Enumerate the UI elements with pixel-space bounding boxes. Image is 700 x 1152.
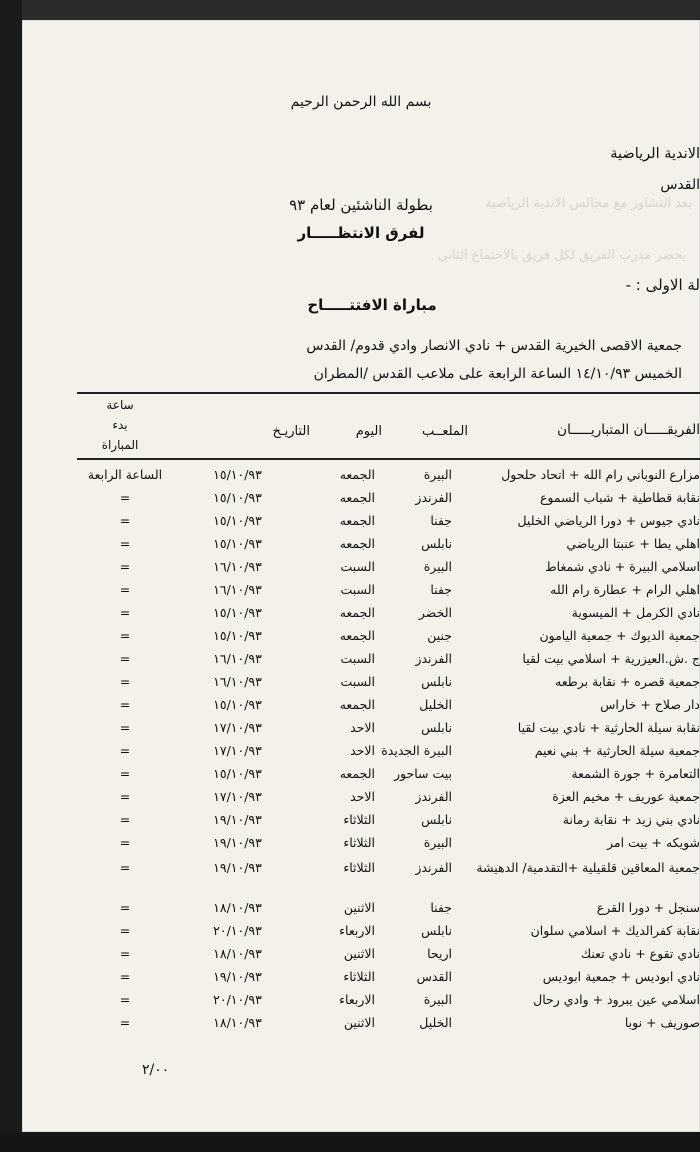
time-cell: = bbox=[119, 513, 131, 528]
match-cell: نقابة كفرالديك + اسلامي سلوان bbox=[530, 923, 700, 938]
table-row bbox=[22, 992, 700, 1014]
venue-cell: البيرة bbox=[423, 992, 452, 1007]
date-cell: ١٦/١٠/٩٣ bbox=[213, 582, 262, 597]
time-cell: = bbox=[119, 559, 131, 574]
day-cell: الجمعه bbox=[339, 490, 375, 505]
time-cell: = bbox=[119, 628, 131, 643]
basmala: بسم الله الرحمن الرحيم bbox=[290, 94, 432, 110]
table-row bbox=[22, 559, 700, 581]
date-cell: ١٥/١٠/٩٣ bbox=[213, 605, 262, 620]
date-cell: ١٧/١٠/٩٣ bbox=[213, 743, 262, 758]
day-cell: الاربعاء bbox=[339, 923, 375, 938]
match-cell: اهلي الرام + عطارة رام الله bbox=[550, 582, 700, 597]
city: القدس bbox=[660, 177, 700, 193]
match-cell: جمعية المعاقين قلقيلية +التقدمية/ الدهيشة bbox=[476, 860, 700, 875]
time-cell: = bbox=[119, 720, 131, 735]
date-cell: ١٨/١٠/٩٣ bbox=[213, 1015, 262, 1030]
table-row bbox=[22, 467, 700, 489]
match-cell: اهلي يطا + عنبتا الرياضي bbox=[566, 536, 700, 551]
opening-match-title: مباراة الافتتـــــاح bbox=[307, 296, 437, 314]
venue-cell: القدس bbox=[416, 969, 452, 984]
page-number: ٢/٠٠ bbox=[142, 1062, 170, 1078]
day-cell: الاربعاء bbox=[339, 992, 375, 1007]
time-cell: = bbox=[119, 946, 131, 961]
match-cell: اسلامي البيرة + نادي شمغاط bbox=[545, 559, 700, 574]
bleed-through-text: بعد التشاور مع مجالس الاندية الرياضية bbox=[484, 196, 692, 211]
day-cell: الاحد bbox=[350, 720, 375, 735]
time-cell: = bbox=[119, 605, 131, 620]
match-cell: نقابة سيلة الحارثية + نادي بيت لقيا bbox=[517, 720, 700, 735]
venue-cell: نابلس bbox=[421, 720, 452, 735]
day-cell: السبت bbox=[340, 582, 375, 597]
time-cell: = bbox=[119, 651, 131, 666]
table-row bbox=[22, 766, 700, 788]
tournament-title: بطولة الناشئين لعام ٩٣ bbox=[289, 196, 433, 214]
date-cell: ١٩/١٠/٩٣ bbox=[213, 812, 262, 827]
time-cell: = bbox=[119, 582, 131, 597]
match-cell: نادي ابوديس + جمعية ابوديس bbox=[542, 969, 700, 984]
time-cell: = bbox=[119, 789, 131, 804]
day-cell: الجمعه bbox=[339, 697, 375, 712]
table-header-rule bbox=[77, 458, 700, 460]
match-cell: مزارع النوباني رام الله + اتحاد حلحول bbox=[501, 467, 700, 482]
venue-cell: البيرة الجديدة bbox=[381, 743, 452, 758]
time-cell: = bbox=[119, 536, 131, 551]
venue-cell: الخليل bbox=[419, 697, 452, 712]
table-row bbox=[22, 946, 700, 968]
header-start-time-1: ساعة bbox=[106, 398, 134, 412]
time-cell: الساعة الرابعة bbox=[87, 467, 163, 482]
day-cell: الجمعه bbox=[339, 628, 375, 643]
table-row bbox=[22, 720, 700, 742]
venue-cell: الخليل bbox=[419, 1015, 452, 1030]
date-cell: ١٥/١٠/٩٣ bbox=[213, 697, 262, 712]
date-cell: ١٨/١٠/٩٣ bbox=[213, 946, 262, 961]
date-cell: ٢٠/١٠/٩٣ bbox=[213, 992, 262, 1007]
stage-label: لة الاولى : - bbox=[625, 276, 700, 294]
day-cell: الجمعه bbox=[339, 467, 375, 482]
table-row bbox=[22, 789, 700, 811]
header-start-time-3: المباراة bbox=[101, 438, 139, 452]
date-cell: ١٩/١٠/٩٣ bbox=[213, 860, 262, 875]
day-cell: الاثنين bbox=[343, 900, 375, 915]
venue-cell: نابلس bbox=[421, 536, 452, 551]
scan-bottom-edge bbox=[0, 1132, 700, 1152]
table-row bbox=[22, 582, 700, 604]
table-row bbox=[22, 860, 700, 882]
venue-cell: جفنا bbox=[430, 513, 452, 528]
table-row bbox=[22, 628, 700, 650]
table-row bbox=[22, 923, 700, 945]
day-cell: الاحد bbox=[350, 789, 375, 804]
date-cell: ١٨/١٠/٩٣ bbox=[213, 900, 262, 915]
match-cell: جمعية عوريف + مخيم العزة bbox=[552, 789, 700, 804]
day-cell: الثلاثاء bbox=[343, 969, 375, 984]
match-cell: ج .ش.العيزرية + اسلامي بيت لقيا bbox=[522, 651, 700, 666]
day-cell: الاحد bbox=[350, 743, 375, 758]
document-page bbox=[22, 20, 700, 1132]
match-cell: التعامرة + جورة الشمعة bbox=[571, 766, 700, 781]
time-cell: = bbox=[119, 860, 131, 875]
table-row bbox=[22, 651, 700, 673]
day-cell: الثلاثاء bbox=[343, 860, 375, 875]
date-cell: ١٧/١٠/٩٣ bbox=[213, 720, 262, 735]
venue-cell: الفرندز bbox=[415, 651, 452, 666]
day-cell: السبت bbox=[340, 559, 375, 574]
venue-cell: جنين bbox=[427, 628, 452, 643]
table-row bbox=[22, 835, 700, 857]
date-cell: ١٥/١٠/٩٣ bbox=[213, 628, 262, 643]
time-cell: = bbox=[119, 766, 131, 781]
match-cell: نقابة قطاطية + شباب السموع bbox=[539, 490, 700, 505]
time-cell: = bbox=[119, 743, 131, 758]
time-cell: = bbox=[119, 900, 131, 915]
time-cell: = bbox=[119, 969, 131, 984]
table-row bbox=[22, 1015, 700, 1037]
table-row bbox=[22, 605, 700, 627]
match-cell: صوريف + نوبا bbox=[624, 1015, 700, 1030]
match-cell: جمعية الديوك + جمعية اليامون bbox=[539, 628, 700, 643]
time-cell: = bbox=[119, 992, 131, 1007]
venue-cell: جفنا bbox=[430, 582, 452, 597]
time-cell: = bbox=[119, 490, 131, 505]
date-cell: ١٩/١٠/٩٣ bbox=[213, 969, 262, 984]
match-cell: جمعية قصره + نقابة برطعه bbox=[555, 674, 700, 689]
venue-cell: الخضر bbox=[418, 605, 452, 620]
venue-cell: نابلس bbox=[421, 674, 452, 689]
match-cell: نادي الكرمل + الميسوية bbox=[571, 605, 700, 620]
table-row bbox=[22, 674, 700, 696]
date-cell: ١٧/١٠/٩٣ bbox=[213, 789, 262, 804]
header-venue: الملعــب bbox=[421, 424, 468, 439]
match-cell: نادي بني زيد + نقابة رمانة bbox=[562, 812, 700, 827]
day-cell: الثلاثاء bbox=[343, 812, 375, 827]
date-cell: ١٩/١٠/٩٣ bbox=[213, 835, 262, 850]
date-cell: ١٦/١٠/٩٣ bbox=[213, 674, 262, 689]
time-cell: = bbox=[119, 835, 131, 850]
match-cell: جمعية سيلة الحارثية + بني نعيم bbox=[534, 743, 700, 758]
venue-cell: جفنا bbox=[430, 900, 452, 915]
venue-cell: الفرندز bbox=[415, 860, 452, 875]
day-cell: الجمعه bbox=[339, 536, 375, 551]
header-date: التاريـخ bbox=[272, 424, 310, 439]
addressee: الاندية الرياضية bbox=[610, 146, 700, 162]
day-cell: السبت bbox=[340, 651, 375, 666]
date-cell: ١٥/١٠/٩٣ bbox=[213, 536, 262, 551]
date-cell: ١٦/١٠/٩٣ bbox=[213, 559, 262, 574]
header-start-time-2: بدء bbox=[112, 418, 128, 432]
venue-cell: البيرة bbox=[423, 559, 452, 574]
book-spine bbox=[0, 0, 22, 1152]
day-cell: الجمعه bbox=[339, 513, 375, 528]
day-cell: السبت bbox=[340, 674, 375, 689]
venue-cell: البيرة bbox=[423, 467, 452, 482]
venue-cell: اريحا bbox=[427, 946, 452, 961]
time-cell: = bbox=[119, 923, 131, 938]
opening-match-time: الخميس ١٤/١٠/٩٣ الساعة الرابعة على ملاعب القدس /المطران bbox=[313, 366, 682, 382]
venue-cell: نابلس bbox=[421, 812, 452, 827]
date-cell: ٢٠/١٠/٩٣ bbox=[213, 923, 262, 938]
date-cell: ١٥/١٠/٩٣ bbox=[213, 490, 262, 505]
table-row bbox=[22, 743, 700, 765]
table-row bbox=[22, 900, 700, 922]
table-top-rule bbox=[77, 392, 700, 394]
match-cell: نادي تقوع + نادي تعنك bbox=[580, 946, 700, 961]
table-row bbox=[22, 969, 700, 991]
bleed-through-text: يحضر مدرب الفريق لكل فريق بالاجتماع الثاني bbox=[437, 248, 686, 263]
match-cell: نادي جيوس + دورا الرياضي الخليل bbox=[517, 513, 700, 528]
day-cell: الثلاثاء bbox=[343, 835, 375, 850]
table-row bbox=[22, 490, 700, 512]
day-cell: الاثنين bbox=[343, 1015, 375, 1030]
day-cell: الجمعه bbox=[339, 766, 375, 781]
date-cell: ١٥/١٠/٩٣ bbox=[213, 513, 262, 528]
header-day: اليوم bbox=[355, 424, 382, 439]
date-cell: ١٦/١٠/٩٣ bbox=[213, 651, 262, 666]
venue-cell: الفرندز bbox=[415, 789, 452, 804]
time-cell: = bbox=[119, 697, 131, 712]
table-row bbox=[22, 513, 700, 535]
table-row bbox=[22, 697, 700, 719]
venue-cell: نابلس bbox=[421, 923, 452, 938]
day-cell: الاثنين bbox=[343, 946, 375, 961]
header-teams: الفريقـــــان المتباريـــــان bbox=[557, 422, 700, 438]
match-cell: اسلامي عين يبرود + وادي رحال bbox=[533, 992, 700, 1007]
venue-cell: بيت ساحور bbox=[393, 766, 452, 781]
date-cell: ١٥/١٠/٩٣ bbox=[213, 467, 262, 482]
time-cell: = bbox=[119, 674, 131, 689]
match-cell: سنجل + دورا القرع bbox=[596, 900, 700, 915]
day-cell: الجمعه bbox=[339, 605, 375, 620]
date-cell: ١٥/١٠/٩٣ bbox=[213, 766, 262, 781]
match-cell: شويكه + بيت امر bbox=[607, 835, 700, 850]
time-cell: = bbox=[119, 812, 131, 827]
match-cell: دار صلاح + خاراس bbox=[600, 697, 700, 712]
opening-match-teams: جمعية الاقصى الخيرية القدس + نادي الانصار وادي قدوم/ القدس bbox=[306, 338, 682, 354]
venue-cell: البيرة bbox=[423, 835, 452, 850]
time-cell: = bbox=[119, 1015, 131, 1030]
table-row bbox=[22, 812, 700, 834]
table-row bbox=[22, 536, 700, 558]
venue-cell: الفرندز bbox=[415, 490, 452, 505]
category-title: لفرق الانتظـــــار bbox=[297, 224, 425, 242]
